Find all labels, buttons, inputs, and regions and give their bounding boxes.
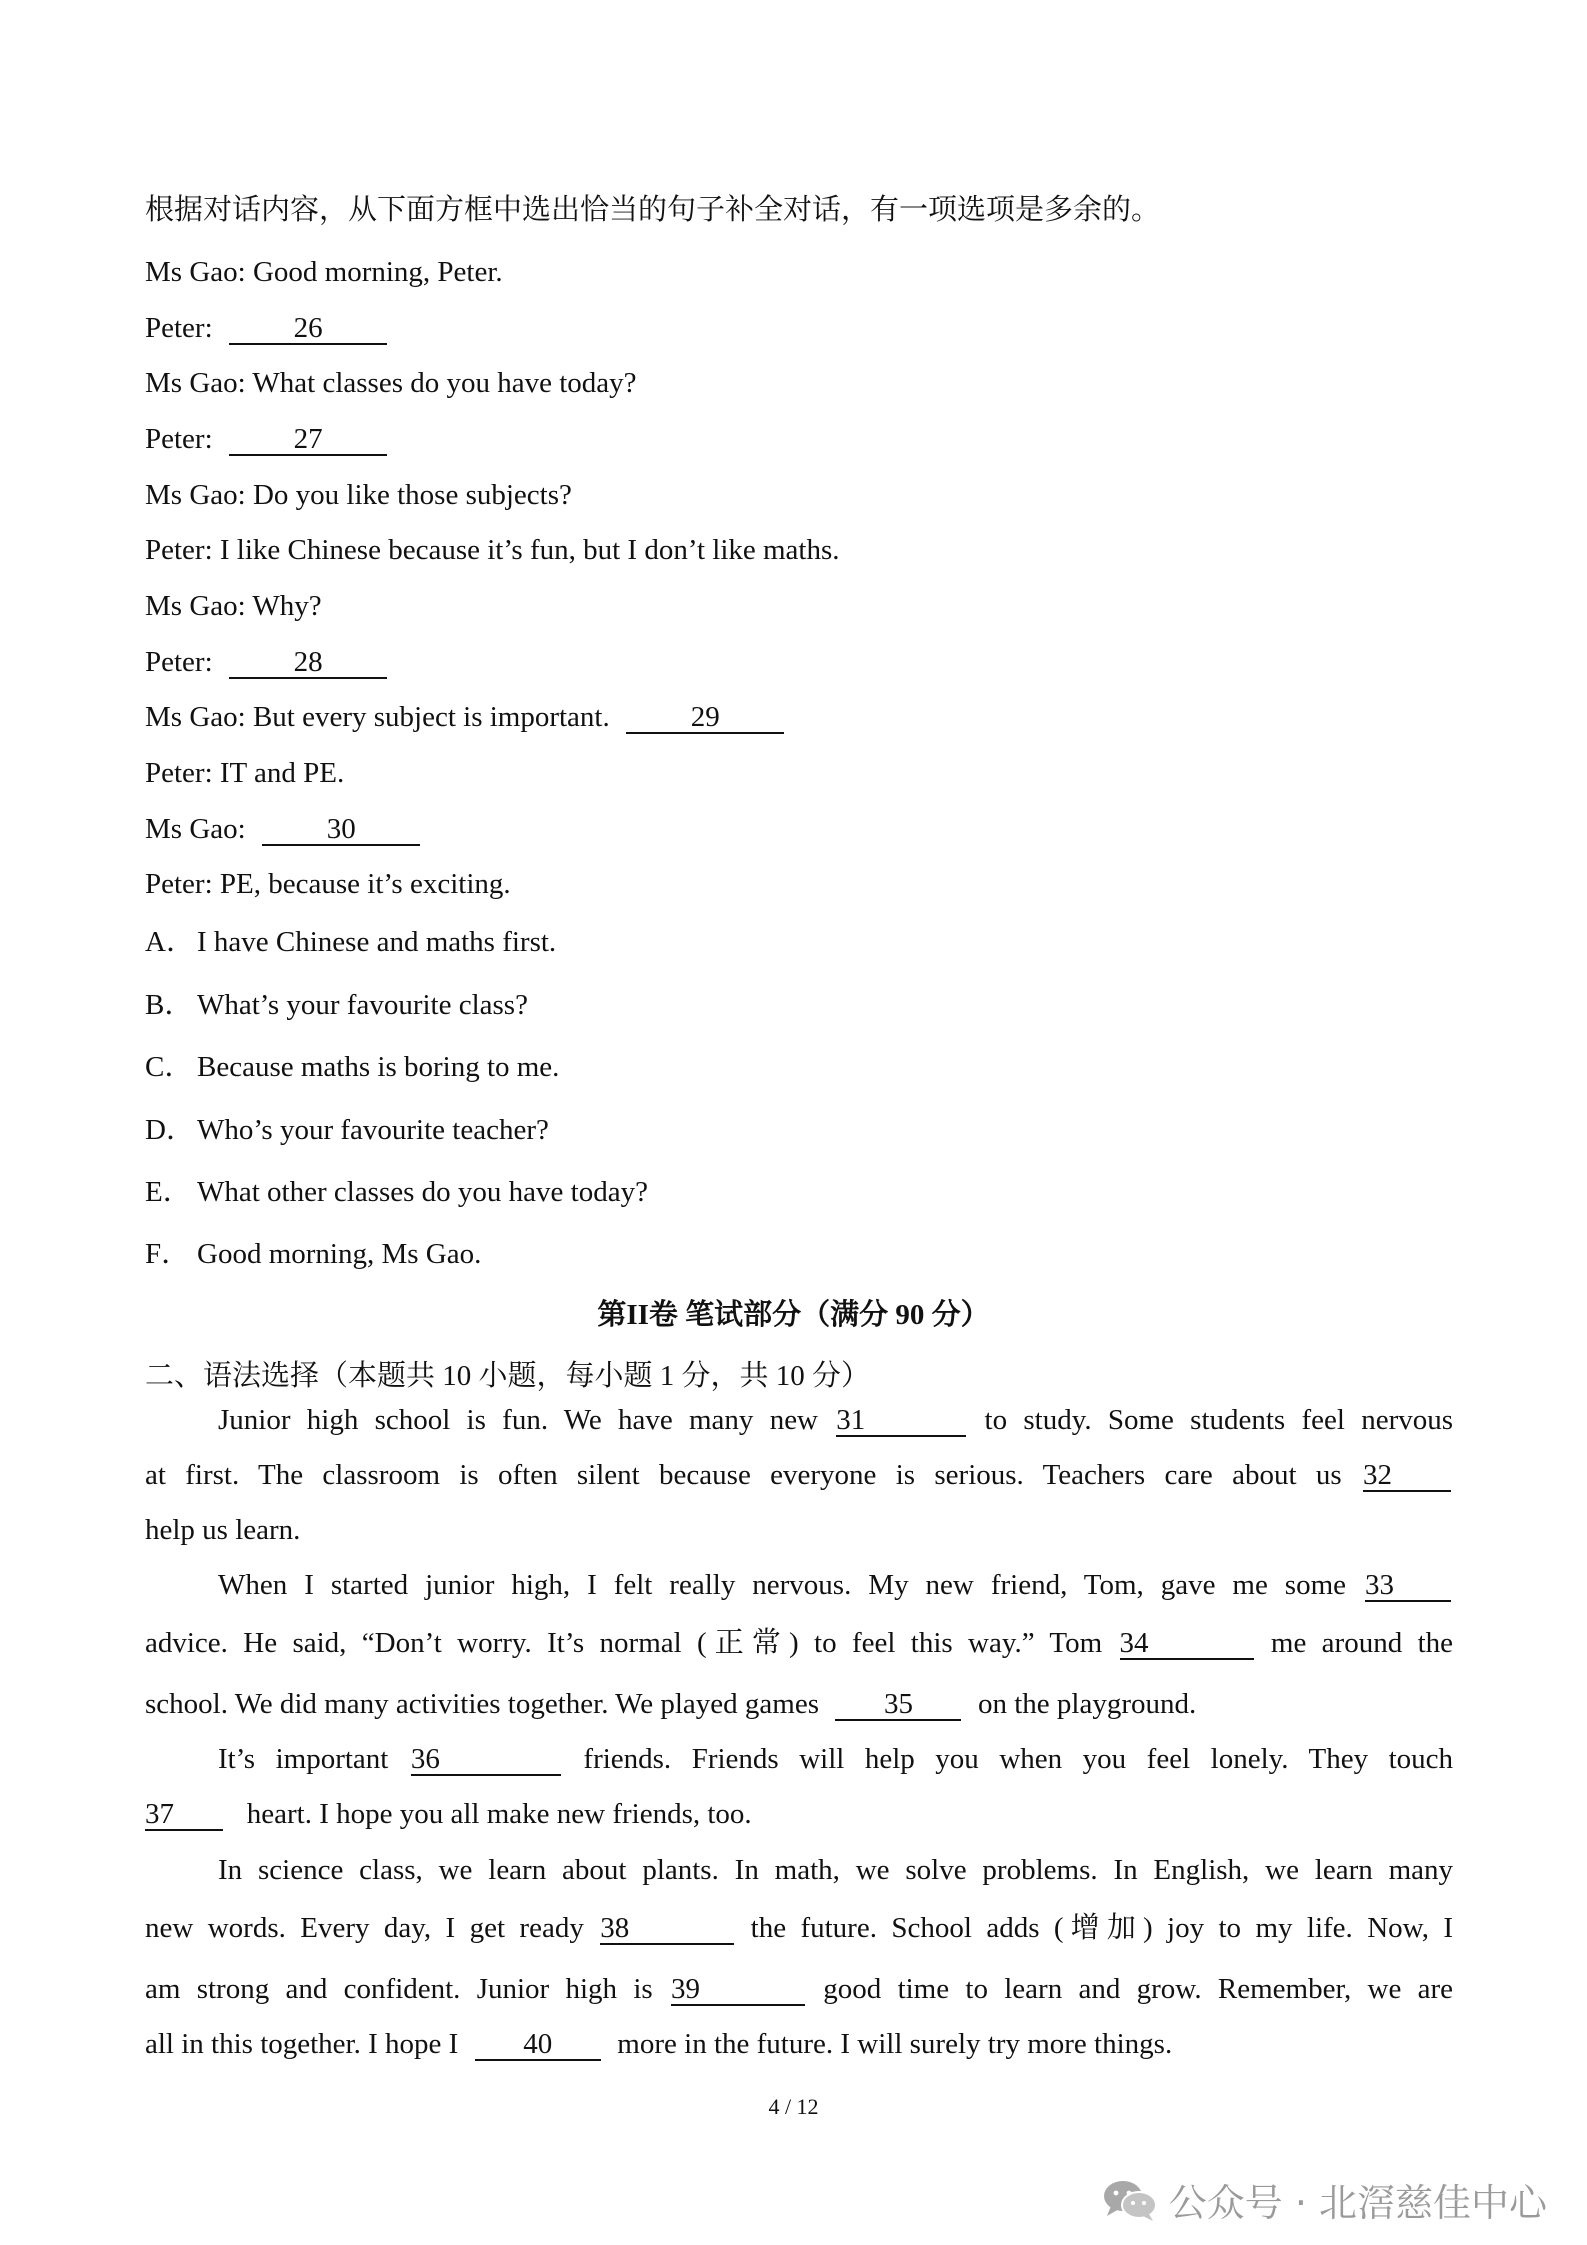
dialogue-line: Ms Gao: Do you like those subjects? (145, 479, 572, 511)
passage-line: all in this together. I hope I 40 more in the future. I will surely try more things. (145, 2028, 1173, 2060)
answer-blank-28[interactable]: 28 (229, 647, 387, 679)
dialogue-line: Peter: IT and PE. (145, 757, 345, 789)
passage-line: advice. He said, “Don’t worry. It’s normal (正常) to feel this way.” Tom 34 me around the (145, 1627, 1453, 1659)
dialogue-line: Peter: 26 (145, 308, 389, 348)
section-title: 第II卷 笔试部分（满分 90 分） (597, 1299, 990, 1331)
option-item: B． What’s your favourite class? (145, 989, 528, 1021)
answer-blank-39[interactable]: 39 (671, 1974, 805, 2006)
dialogue-line: Ms Gao: Why? (145, 590, 322, 622)
grammar-heading: 二、语法选择（本题共 10 小题，每小题 1 分，共 10 分） (145, 1360, 871, 1392)
passage-line: help us learn. (145, 1514, 301, 1546)
page-number: 4 / 12 (768, 2094, 819, 2119)
passage-line: 37 heart. I hope you all make new friends, too. (145, 1798, 752, 1830)
dialogue-line: Peter: 28 (145, 642, 389, 682)
option-item: F． Good morning, Ms Gao. (145, 1238, 482, 1270)
dialogue-line: Ms Gao: But every subject is important. 29 (145, 697, 786, 737)
passage-line: am strong and confident. Junior high is 39 good time to learn and grow. Remember, we are (145, 1973, 1454, 2005)
passage-line: In science class, we learn about plants. In math, we solve problems. In English, we learn many (218, 1854, 1453, 1886)
instruction: 根据对话内容，从下面方框中选出恰当的句子补全对话，有一项选项是多余的。 (145, 194, 1161, 226)
answer-blank-33[interactable]: 33 (1365, 1570, 1451, 1602)
option-item: D．Who’s your favourite teacher? (145, 1114, 549, 1146)
answer-blank-30[interactable]: 30 (262, 814, 420, 846)
passage-line: It’s important 36 friends. Friends will help you when you feel lonely. They touch (218, 1743, 1454, 1775)
watermark (1101, 2172, 1547, 2227)
watermark-text: 公众号 · 北滘慈佳中心 (1168, 2181, 1547, 2225)
dialogue-line: Ms Gao: 30 (145, 809, 422, 849)
option-item: E． What other classes do you have today? (145, 1176, 648, 1208)
answer-blank-34[interactable]: 34 (1120, 1628, 1254, 1660)
answer-blank-32[interactable]: 32 (1363, 1460, 1451, 1492)
dialogue-line: Peter: PE, because it’s exciting. (145, 868, 511, 900)
answer-blank-37[interactable]: 37 (145, 1799, 223, 1831)
passage-line: Junior high school is fun. We have many new 31 to study. Some students feel nervous (218, 1404, 1454, 1436)
passage-line: school. We did many activities together. We played games 35 on the playground. (145, 1688, 1197, 1720)
dialogue-line: Peter: I like Chinese because it’s fun, but I don’t like maths. (145, 534, 840, 566)
dialogue-line: Ms Gao: What classes do you have today? (145, 367, 637, 399)
passage-line: new words. Every day, I get ready 38 the future. School adds (增加) joy to my life. Now, I (145, 1912, 1454, 1944)
option-item: A．I have Chinese and maths first. (145, 926, 557, 958)
dialogue-line: Ms Gao: Good morning, Peter. (145, 256, 503, 288)
dialogue-line: Peter: 27 (145, 419, 389, 459)
option-item: C． Because maths is boring to me. (145, 1051, 560, 1083)
answer-blank-27[interactable]: 27 (229, 424, 387, 456)
wechat-icon (1101, 2178, 1159, 2222)
answer-blank-38[interactable]: 38 (600, 1913, 734, 1945)
answer-blank-31[interactable]: 31 (836, 1405, 966, 1437)
answer-blank-29[interactable]: 29 (626, 702, 784, 734)
answer-blank-35[interactable]: 35 (835, 1689, 961, 1721)
answer-blank-26[interactable]: 26 (229, 313, 387, 345)
answer-blank-36[interactable]: 36 (411, 1744, 561, 1776)
answer-blank-40[interactable]: 40 (475, 2029, 601, 2061)
passage-line: at first. The classroom is often silent because everyone is serious. Teachers care about us 32 (145, 1455, 1453, 1495)
passage-line: When I started junior high, I felt really nervous. My new friend, Tom, gave me some 33 (218, 1565, 1453, 1605)
